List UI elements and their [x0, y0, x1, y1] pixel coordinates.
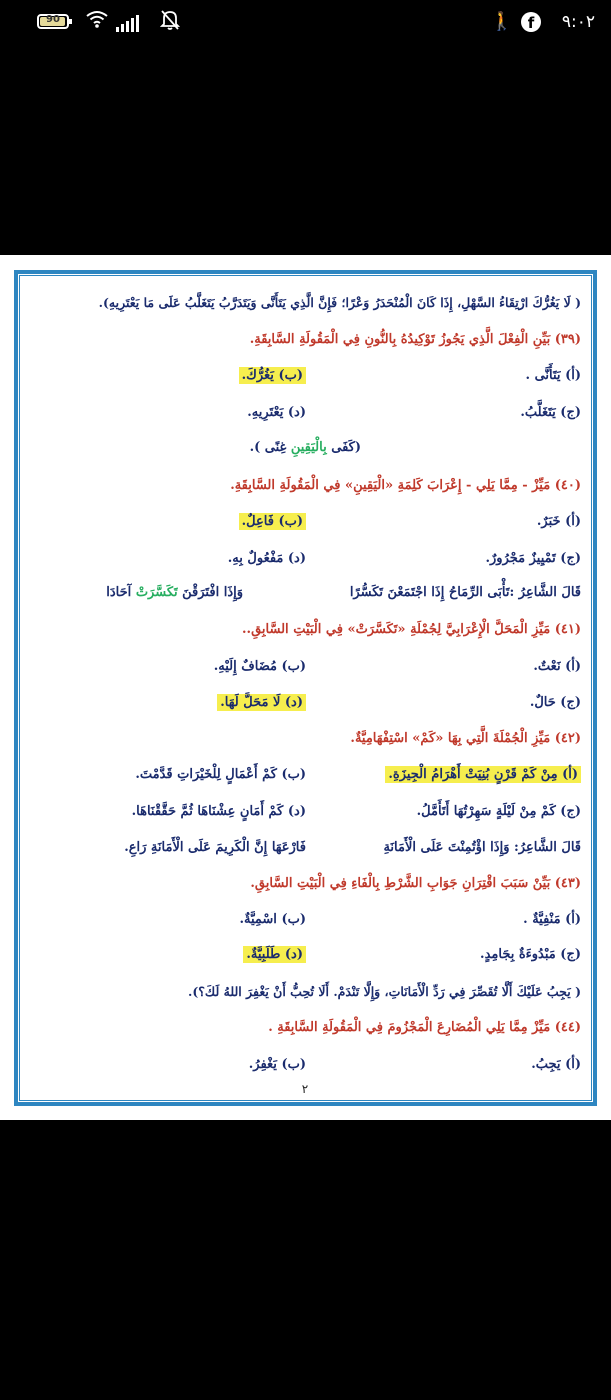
- poem-2-right: قَالَ الشَّاعِرُ: وَإِذَا اؤْتُمِنْتَ عَلَى الْأَمَانَةِ: [383, 840, 581, 855]
- battery-level: 90: [46, 14, 60, 25]
- q44-title: (٤٤) مَيِّزْ مِمَّا يَلِي الْمُضَارِعَ الْمَجْزُومَ فِي الْمَقُولَةِ السَّابِقَةِ .: [268, 1020, 581, 1035]
- q40-option-c: (ج) تَمْيِيزٌ مَجْرُورٌ.: [485, 551, 581, 566]
- q40-option-b: (ب) فَاعِلٌ.: [239, 513, 306, 530]
- q42-option-c: (ج) كَمْ مِنْ لَيْلَةٍ سَهِرْتُهَا أَتَأَمَّلُ.: [416, 804, 581, 819]
- quote-2-word: بِالْيَقِينِ: [290, 440, 327, 455]
- quote-2: [250, 440, 361, 455]
- poem-1-left-word: تَكَسَّرَتْ: [135, 585, 178, 600]
- q41-title: (٤١) مَيِّزِ الْمَحَلَّ الْإِعْرَابِيَّ لِجُمْلَةِ «تَكَسَّرَتْ» فِي الْبَيْتِ السَّابِقِ..: [242, 622, 581, 637]
- status-time: ٩:٠٢: [561, 12, 595, 32]
- q39-option-a: (أ) يَتَأَنَّى .: [525, 368, 581, 383]
- poem-1-left-a: وَإِذَا افْتَرَقْنَ: [177, 585, 243, 600]
- q41-option-d: (د) لَا مَحَلَّ لَهَا.: [217, 694, 306, 711]
- quote-2-open: (كَفَى: [326, 440, 361, 455]
- quote-3: ( يَجِبُ عَلَيْكَ أَلَّا تُقَصِّرَ فِي رَدِّ الْأَمَانَاتِ، وَإِلَّا تَنْدَمْ. أَلَا تُحِبُّ أَنْ يَغْفِرَ اللهُ لَكَ؟).: [188, 984, 581, 999]
- q42-option-b: (ب) كَمْ أَعْمَالٍ لِلْخَيْرَاتِ قَدَّمْتَ.: [135, 767, 306, 782]
- q44-option-b: (ب) يَغْفِرُ.: [248, 1057, 306, 1072]
- wifi-icon: [85, 9, 109, 34]
- intro-quote: ( لَا يَغُرُّكَ ارْتِقَاءُ السَّهْلِ، إِذَا كَانَ الْمُنْحَدَرُ وَعْرًا؛ فَإِنَّ الَّذِي يَتَأَنَّى وَيَتَدَرَّبُ يَتَغَلَّبُ عَلَى مَا يَعْتَرِيهِ).: [98, 295, 581, 310]
- q39-option-c: (ج) يَتَغَلَّبُ.: [520, 405, 581, 420]
- q40-title: (٤٠) مَيِّزْ - مِمَّا يَلِي - إِعْرَابَ كَلِمَةِ «الْيَقِينِ» فِي الْمَقُولَةِ السَّابِقَةِ.: [230, 478, 581, 493]
- q41-option-b: (ب) مُضَافٌ إِلَيْهِ.: [213, 659, 306, 674]
- status-bar: [0, 0, 611, 46]
- q42-option-a: (أ) مِنْ كَمْ قَرْنٍ بُنِيَتْ أَهْرَامُ الْجِيزَةِ.: [385, 766, 581, 783]
- q43-option-b: (ب) اسْمِيَّةٌ.: [239, 912, 306, 927]
- q39-option-b: (ب) يَغُرُّكَ.: [239, 367, 306, 384]
- q39-title: (٣٩) بَيِّنِ الْفِعْلَ الَّذِي يَجُوزُ تَوْكِيدُهُ بِالنُّونِ فِي الْمَقُولَةِ السَّابِقَةِ.: [249, 332, 581, 347]
- poem-1-right: قَالَ الشَّاعِرُ :تَأْبَى الرِّمَاحُ إِذَا اجْتَمَعْنَ تَكَسُّرًا: [349, 585, 581, 600]
- battery-icon: [37, 14, 69, 29]
- q42-title: (٤٢) مَيِّزِ الْجُمْلَةَ الَّتِي بِهَا «كَمْ» اسْتِفْهَامِيَّةٌ.: [350, 731, 581, 746]
- q40-option-a: (أ) خَبَرٌ.: [536, 514, 581, 529]
- poem-1-left-b: آحَادَا: [106, 585, 136, 600]
- bell-off-icon: [160, 9, 180, 36]
- q42-option-d: (د) كَمْ أَمَانٍ عِشْنَاهَا ثُمَّ حَقَّقْنَاهَا.: [131, 804, 306, 819]
- q41-option-c: (ج) حَالٌ.: [529, 695, 581, 710]
- document-page: [0, 255, 611, 1120]
- q44-option-a: (أ) يَجِبُ.: [531, 1057, 581, 1072]
- poem-2-left: فَارْعَهَا إِنَّ الْكَرِيمَ عَلَى الْأَمَانَةِ رَاعِ.: [124, 840, 306, 855]
- quote-2-close: غِنًى ).: [249, 440, 291, 455]
- signal-icon: [116, 13, 141, 32]
- q43-title: (٤٣) بَيِّنْ سَبَبَ اقْتِرَانِ جَوَابِ الشَّرْطِ بِالْفَاءِ فِي الْبَيْتِ السَّابِقِ.: [250, 876, 581, 891]
- facebook-icon: f: [521, 12, 541, 32]
- q43-option-c: (ج) مَبْدُوءَةٌ بِجَامِدٍ.: [480, 947, 581, 962]
- poem-1-left: [106, 585, 243, 600]
- page-number: ٢: [296, 1082, 314, 1098]
- q43-option-d: (د) طَلَبِيَّةٌ.: [243, 946, 306, 963]
- walk-icon: 🚶: [490, 11, 513, 32]
- q39-option-d: (د) يَعْتَرِيهِ.: [247, 405, 306, 420]
- q40-option-d: (د) مَفْعُولٌ بِهِ.: [227, 551, 306, 566]
- q41-option-a: (أ) نَعْتٌ.: [533, 659, 581, 674]
- page-border-inner: [19, 275, 592, 1101]
- q43-option-a: (أ) مَنْفِيَّةٌ .: [523, 912, 581, 927]
